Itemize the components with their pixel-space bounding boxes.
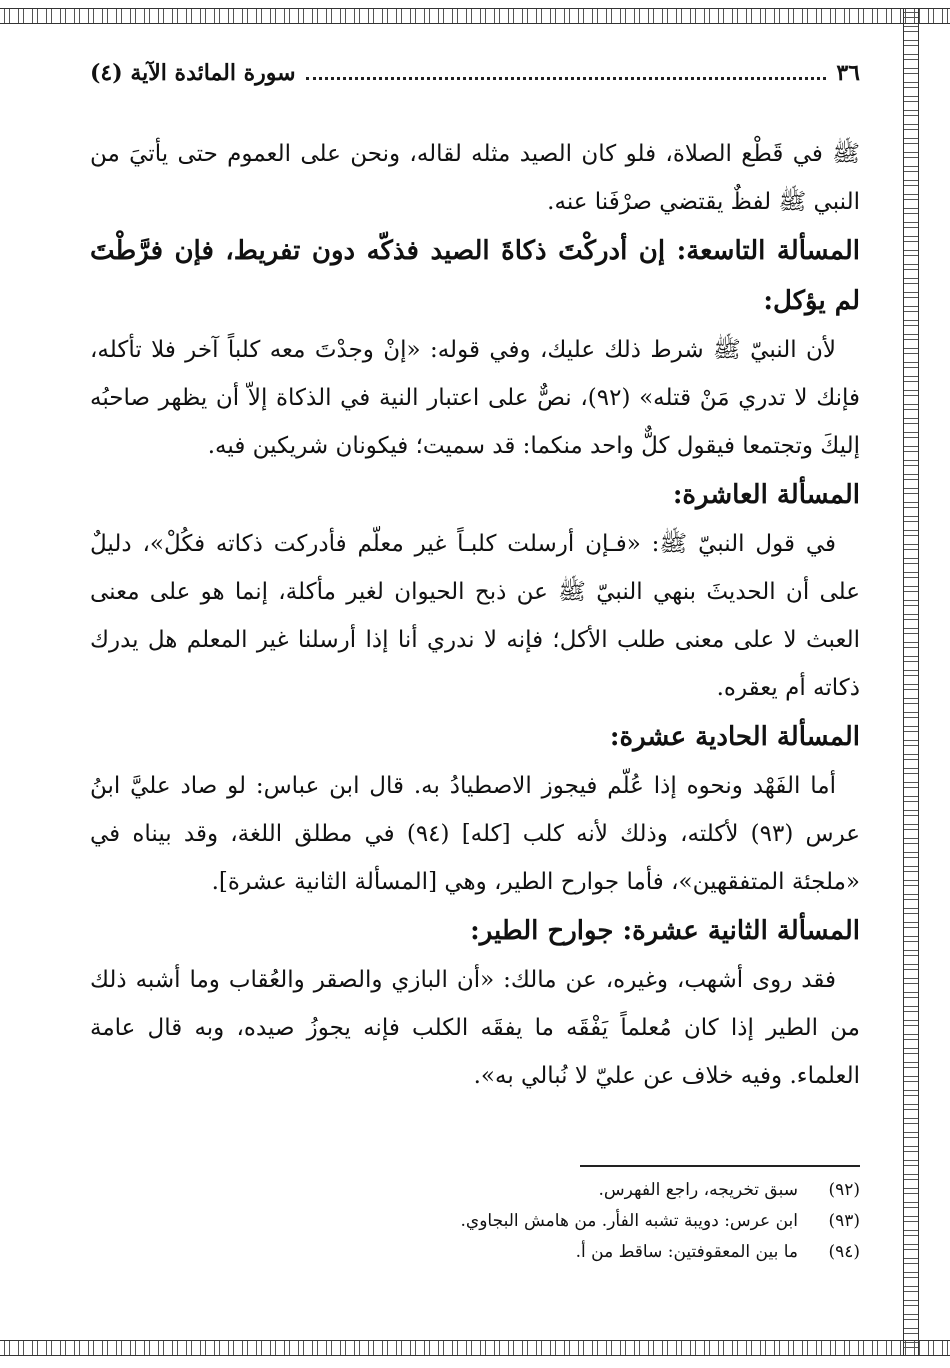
paragraph: ﷺ في قَطْع الصلاة، فلو كان الصيد مثله لقاله، ونحن على العموم حتى يأتيَ من النبي ﷺ لفظٌ يقتضي صرْفَنا عنه. (90, 141, 860, 215)
paragraph: في قول النبيّ ﷺ: «فـإن أرسلت كلبـاً غير معلّم فأدركت ذكاته فكُلْ»، دليلٌ على أن الحديثَ بنهي النبيّ ﷺ عن ذبح الحيوان لغير مأكلة، إنما هو على معنى العبث لا على معنى طلب الأكل؛ فإنه لا ندري أنا إذا أرسلنا غير المعلم هل يدرك ذكاته أم يعقره. (90, 531, 860, 701)
footnote-number: (٩٢) (828, 1180, 860, 1200)
paragraph: أما الفَهْد ونحوه إذا عُلّم فيجوز الاصطيادُ به. قال ابن عباس: لو صاد عليَّ ابنُ عرس (٩٣) لأكلته، وذلك لأنه كلب [كله] (٩٤) في مطلق اللغة، وقد بيناه في «ملجئة المتفقهين»، فأما جوارح الطير، وهي [المسألة الثانية عشرة]. (90, 773, 860, 895)
page-body (90, 60, 860, 1100)
bottom-ornamental-border (0, 1340, 950, 1356)
footnote (90, 1175, 860, 1206)
section-heading: المسألة الحادية عشرة: (609, 722, 860, 752)
footnote-separator (580, 1165, 860, 1167)
footnote (90, 1206, 860, 1237)
paragraph: فقد روى أشهب، وغيره، عن مالك: «أن البازي والصقر والعُقاب وما أشبه ذلك من الطير إذا كان مُعلماً يَفْقَه ما يفقَه الكلب فإنه يجوزُ صيده، وبه قال عامة العلماء. وفيه خلاف عن عليّ لا نُبالي به». (90, 967, 860, 1089)
footnote-number: (٩٤) (828, 1242, 860, 1262)
section-heading: المسألة التاسعة: إن أدركْتَ ذكاةَ الصيد فذكّه دون تفريط، فإن فرَّطْتَ لم يؤكل: (90, 236, 860, 316)
footnote-text: سبق تخريجه، راجع الفهرس. (598, 1180, 798, 1200)
page-number: ٣٦ (836, 60, 860, 86)
header-dotted-leader (306, 63, 827, 80)
footnote-text: ما بين المعقوفتين: ساقط من أ. (575, 1242, 798, 1262)
right-ornamental-border (903, 8, 919, 1355)
section-heading: المسألة الثانية عشرة: جوارح الطير: (470, 916, 860, 946)
footnote-text: ابن عرس: دويبة تشبه الفأر. من هامش البجاوي. (460, 1211, 798, 1231)
footnote (90, 1237, 860, 1268)
top-ornamental-border (0, 8, 950, 24)
footnotes (90, 1165, 860, 1268)
section-heading: المسألة العاشرة: (672, 480, 860, 510)
paragraph: لأن النبيّ ﷺ شرط ذلك عليك، وفي قوله: «إنْ وجدْتَ معه كلباً آخر فلا تأكله، فإنك لا تدري مَنْ قتله» (٩٢)، نصٌّ على اعتبار النية في الذكاة إلاّ أن يظهر صاحبُه إليكَ وتجتمعا فيقول كلٌّ واحد منكما: قد سميت؛ فيكونان شريكين فيه. (90, 337, 860, 459)
chapter-title: سورة المائدة الآية (٤) (90, 60, 296, 86)
footnote-number: (٩٣) (828, 1211, 860, 1231)
running-header (90, 60, 860, 100)
